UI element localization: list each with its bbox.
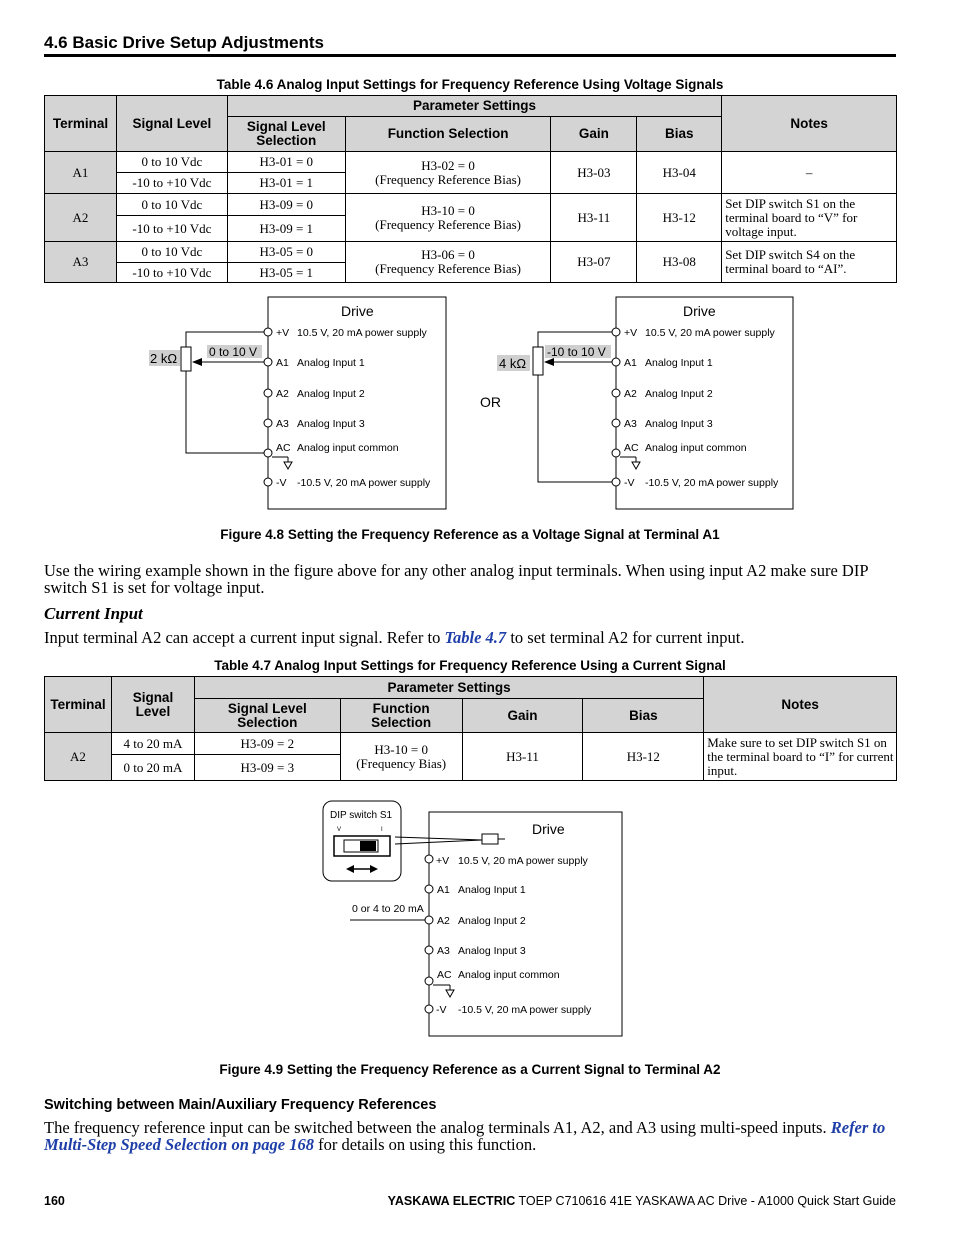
header-bias: Bias [637,117,722,152]
function-cell: H3-10 = 0 (Frequency Reference Bias) [345,194,551,242]
terminal-code: A1 [437,884,450,896]
header-signal-level-selection: Signal Level Selection [227,117,345,152]
header-function-selection: Function Selection [345,117,551,152]
signal-level-cell: 0 to 10 Vdc [116,242,227,263]
body-paragraph: The frequency reference input can be switched between the analog terminals A1, A2, and A3 using multi-speed inputs. Refer to Multi-Step Speed Selection on page 168 for details on using this function. [44,1118,886,1154]
potentiometer-icon [533,347,543,375]
voltage-range-label: 0 to 10 V [209,345,258,359]
drive-label: Drive [532,821,565,837]
dip-switch-component-icon [482,834,498,844]
terminal-a3-icon [264,419,272,427]
ground-icon [433,985,454,997]
terminal-cell: A2 [45,733,112,781]
terminal-code: +V [276,327,290,339]
header-parameter-settings: Parameter Settings [227,96,721,117]
ground-icon [620,457,640,469]
notes-cell: Set DIP switch S1 on the terminal board to “V” for voltage input. [722,194,897,242]
gain-cell: H3-11 [551,194,637,242]
resistor-label: 2 kΩ [150,351,178,366]
function-cell: H3-10 = 0 (Frequency Bias) [340,733,462,781]
terminal-a1-icon [425,885,433,893]
dip-switch-label: DIP switch S1 [330,810,393,821]
drive-label-left: Drive [341,303,374,319]
gain-cell: H3-03 [551,152,637,194]
terminal-desc: Analog Input 1 [645,357,713,369]
table-4-7-link[interactable]: Table 4.7 [444,628,507,647]
terminal-a1-icon [264,358,272,366]
header-gain: Gain [551,117,637,152]
signal-level-cell: -10 to +10 Vdc [116,173,227,194]
notes-cell: – [722,152,897,194]
header-notes: Notes [722,96,897,152]
function-cell: H3-02 = 0 (Frequency Reference Bias) [345,152,551,194]
figure-4-9-diagram [0,795,954,1045]
terminal-desc: Analog input common [297,442,399,454]
or-label: OR [480,394,501,410]
bias-cell: H3-12 [637,194,722,242]
signal-level-cell: -10 to +10 Vdc [116,263,227,283]
selection-cell: H3-05 = 1 [227,263,345,283]
terminal-desc: -10.5 V, 20 mA power supply [458,1004,592,1016]
terminal-desc: Analog Input 2 [645,388,713,400]
terminal-minus-v-icon [264,478,272,486]
header-bias: Bias [583,699,704,733]
current-range-label: 0 or 4 to 20 mA [352,903,424,915]
header-signal-level-selection: Signal Level Selection [194,699,340,733]
terminal-desc: Analog input common [645,442,747,454]
terminal-code: -V [436,1004,447,1016]
bias-cell: H3-04 [637,152,722,194]
selection-cell: H3-09 = 0 [227,194,345,216]
header-signal-level: Signal Level [116,96,227,152]
bias-cell: H3-08 [637,242,722,283]
terminal-ac-icon [264,449,272,457]
table-row [45,152,897,173]
terminal-code: A2 [437,915,450,927]
table-4-7 [44,676,897,781]
terminal-desc: Analog input common [458,969,560,981]
header-terminal: Terminal [45,677,112,733]
signal-level-cell: 0 to 10 Vdc [116,194,227,216]
terminal-code: A1 [276,357,289,369]
table-4-7-caption: Table 4.7 Analog Input Settings for Frequency Reference Using a Current Signal [214,658,726,673]
table-4-6 [44,95,897,283]
terminal-a1-icon [612,358,620,366]
body-paragraph: Input terminal A2 can accept a current input signal. Refer to Table 4.7 to set terminal A2 for current input. [44,628,745,647]
terminal-desc: Analog Input 2 [297,388,365,400]
terminal-desc: -10.5 V, 20 mA power supply [645,477,779,489]
resistor-label: 4 kΩ [499,356,527,371]
figure-4-8-caption: Figure 4.8 Setting the Frequency Reference as a Voltage Signal at Terminal A1 [220,527,720,542]
terminal-code: -V [624,477,635,489]
terminal-a2-icon [264,389,272,397]
terminal-desc: Analog Input 1 [297,357,365,369]
terminal-desc: Analog Input 3 [645,418,713,430]
switching-heading: Switching between Main/Auxiliary Frequency References [44,1097,437,1113]
ground-icon [272,457,292,469]
terminal-a3-icon [425,946,433,954]
notes-cell: Make sure to set DIP switch S1 on the terminal board to “I” for current input. [704,733,897,781]
terminal-desc: 10.5 V, 20 mA power supply [458,855,588,867]
terminal-ac-icon [425,977,433,985]
potentiometer-icon [181,347,191,371]
gain-cell: H3-11 [462,733,583,781]
dip-i-label: I [381,827,383,833]
selection-cell: H3-01 = 0 [227,152,345,173]
terminal-desc: Analog Input 1 [458,884,526,896]
table-row [45,733,897,755]
terminal-a2-icon [425,916,433,924]
table-row [45,242,897,263]
header-terminal: Terminal [45,96,117,152]
terminal-desc: Analog Input 3 [297,418,365,430]
table-4-6-caption: Table 4.6 Analog Input Settings for Frequency Reference Using Voltage Signals [216,77,724,92]
dip-slider-icon [360,841,376,851]
current-input-heading: Current Input [44,604,143,623]
terminal-desc: 10.5 V, 20 mA power supply [645,327,775,339]
terminal-code: A3 [437,945,450,957]
terminal-cell: A1 [45,152,117,194]
signal-level-cell: 0 to 10 Vdc [116,152,227,173]
terminal-desc: Analog Input 3 [458,945,526,957]
terminal-minus-v-icon [425,1005,433,1013]
header-function-selection: Function Selection [340,699,462,733]
figure-4-8-diagram [0,290,954,515]
terminal-cell: A3 [45,242,117,283]
selection-cell: H3-01 = 1 [227,173,345,194]
terminal-code: AC [437,969,452,981]
terminal-code: AC [624,442,639,454]
figure-4-9-caption: Figure 4.9 Setting the Frequency Reference as a Current Signal to Terminal A2 [219,1062,721,1077]
selection-cell: H3-05 = 0 [227,242,345,263]
selection-cell: H3-09 = 3 [194,755,340,781]
selection-cell: H3-09 = 2 [194,733,340,755]
terminal-a3-icon [612,419,620,427]
signal-level-cell: -10 to +10 Vdc [116,216,227,242]
terminal-code: A3 [624,418,637,430]
page-number: 160 [44,1194,65,1208]
terminal-desc: -10.5 V, 20 mA power supply [297,477,431,489]
section-title: 4.6 Basic Drive Setup Adjustments [44,33,324,52]
terminal-code: +V [624,327,638,339]
voltage-range-label: -10 to 10 V [547,345,606,359]
header-notes: Notes [704,677,897,733]
body-paragraph: Use the wiring example shown in the figure above for any other analog input terminals. When using input A2 make sure DIP switch S1 is set for voltage input. [44,561,868,597]
terminal-ac-icon [612,449,620,457]
terminal-desc: 10.5 V, 20 mA power supply [297,327,427,339]
drive-label-right: Drive [683,303,716,319]
header-parameter-settings: Parameter Settings [194,677,703,699]
terminal-code: A3 [276,418,289,430]
header-gain: Gain [462,699,583,733]
signal-level-cell: 4 to 20 mA [111,733,194,755]
dip-v-label: V [337,827,342,833]
header-signal-level: Signal Level [111,677,194,733]
multi-step-speed-link[interactable]: Refer to Multi-Step Speed Selection on page 168 [44,1118,886,1154]
section-divider [44,54,896,57]
terminal-cell: A2 [45,194,117,242]
terminal-code: A1 [624,357,637,369]
selection-cell: H3-09 = 1 [227,216,345,242]
terminal-code: +V [436,855,450,867]
gain-cell: H3-07 [551,242,637,283]
terminal-minus-v-icon [612,478,620,486]
bias-cell: H3-12 [583,733,704,781]
terminal-plus-v-icon [425,855,433,863]
terminal-code: A2 [624,388,637,400]
function-cell: H3-06 = 0 (Frequency Reference Bias) [345,242,551,283]
terminal-code: A2 [276,388,289,400]
terminal-plus-v-icon [612,328,620,336]
signal-level-cell: 0 to 20 mA [111,755,194,781]
footer-doc-info: YASKAWA ELECTRIC TOEP C710616 41E YASKAWA AC Drive - A1000 Quick Start Guide [387,1194,896,1208]
terminal-code: -V [276,477,287,489]
terminal-code: AC [276,442,291,454]
terminal-a2-icon [612,389,620,397]
terminal-plus-v-icon [264,328,272,336]
table-row [45,194,897,216]
terminal-desc: Analog Input 2 [458,915,526,927]
notes-cell: Set DIP switch S4 on the terminal board to “AI”. [722,242,897,283]
